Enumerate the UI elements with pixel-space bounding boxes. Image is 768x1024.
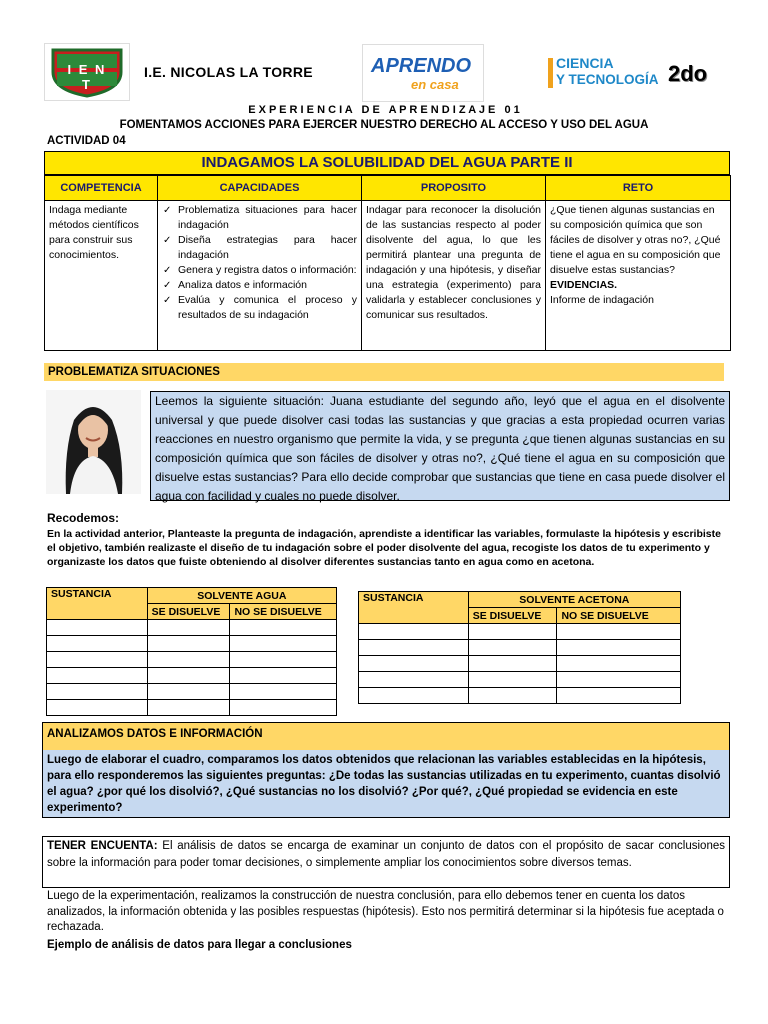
- agua-cell[interactable]: [147, 620, 230, 636]
- recordemos-heading: Recodemos:: [47, 511, 120, 525]
- table-row: [47, 700, 337, 716]
- experiencia-title: E X P E R I E N C I A D E A P R E N D I Z A J E 0 1: [248, 104, 520, 116]
- agua-cell[interactable]: [147, 684, 230, 700]
- header-capacidades: CAPACIDADES: [158, 176, 362, 201]
- ciencia-logo-line2: Y TECNOLOGÍA: [556, 72, 659, 87]
- acetona-cell[interactable]: [557, 688, 681, 704]
- capacidad-item: ✓ Genera y registra datos o información:: [176, 263, 357, 278]
- acetona-cell[interactable]: [468, 656, 557, 672]
- agua-cell[interactable]: [47, 668, 148, 684]
- conclusion-text: Luego de la experimentación, realizamos la construcción de nuestra conclusión, para ello debemos tener en cuenta los datos analizados, la información obtenida y las posibles respuestas (hipótesis). Esto nos permitirá determinar si la hipótesis fue aceptada o rechazada.: [47, 890, 724, 933]
- tener-encuenta-label: TENER ENCUENTA:: [47, 840, 158, 852]
- problematiza-heading: PROBLEMATIZA SITUACIONES: [44, 363, 724, 381]
- acetona-cell[interactable]: [557, 656, 681, 672]
- agua-cell[interactable]: [47, 636, 148, 652]
- agua-col-no-se-disuelve: NO SE DISUELVE: [230, 604, 337, 620]
- capacidad-item: ✓ Analiza datos e información: [176, 278, 357, 293]
- analizamos-text: Luego de elaborar el cuadro, comparamos los datos obtenidos que relacionan las variables establecidas en la hipótesis, para ello responderemos las siguientes preguntas: ¿De todas las sustancias utilizadas en tu experimento, cuantas disolvió el agua? ¿por qué los disolvió?, ¿Qué sustancias no los disolvió? ¿Por qué?, ¿Qué propiedad se evidencia en este experimento?: [42, 750, 730, 818]
- header-reto: RETO: [546, 176, 731, 201]
- capacidad-item: ✓ Problematiza situaciones para hacer indagación: [176, 203, 357, 233]
- agua-cell[interactable]: [230, 636, 337, 652]
- acetona-cell[interactable]: [359, 624, 469, 640]
- agua-cell[interactable]: [147, 700, 230, 716]
- acetona-cell[interactable]: [359, 688, 469, 704]
- acetona-cell[interactable]: [557, 640, 681, 656]
- school-name: I.E. NICOLAS LA TORRE: [144, 64, 313, 80]
- agua-cell[interactable]: [147, 652, 230, 668]
- ciencia-logo-line1: CIENCIA: [556, 55, 614, 71]
- table-row: [359, 688, 681, 704]
- competencia-cell: Indaga mediante métodos científicos para construir sus conocimientos.: [45, 201, 158, 351]
- reto-cell: [546, 201, 731, 351]
- acetona-cell[interactable]: [468, 688, 557, 704]
- acetona-col-sustancia: SUSTANCIA: [359, 592, 469, 624]
- header-competencia: COMPETENCIA: [45, 176, 158, 201]
- competency-table: [44, 175, 731, 351]
- student-photo: [46, 390, 141, 494]
- recordemos-text: En la actividad anterior, Planteaste la pregunta de indagación, aprendiste a identificar las variables, formulaste la hipótesis y escribiste el objetivo, también realizaste el diseño de tu indagación sobre el poder disolvente del agua, recogiste los datos de tu experimento y organizaste los datos que fuiste obteniendo al disolver diferentes sustancias tanto en agua como en acetona.: [47, 528, 721, 568]
- acetona-cell[interactable]: [468, 672, 557, 688]
- table-row: [47, 668, 337, 684]
- acetona-cell[interactable]: [359, 656, 469, 672]
- table-row: [47, 684, 337, 700]
- table-row: [359, 656, 681, 672]
- agua-col-sustancia: SUSTANCIA: [47, 588, 148, 620]
- evidencias-text: Informe de indagación: [550, 294, 654, 306]
- aprendo-logo-sub: en casa: [411, 77, 459, 92]
- ciencia-tecnologia-logo: [548, 56, 668, 92]
- analizamos-heading: ANALIZAMOS DATOS E INFORMACIÓN: [42, 722, 730, 750]
- table-row: [359, 640, 681, 656]
- table-row: [359, 624, 681, 640]
- acetona-cell[interactable]: [557, 672, 681, 688]
- acetona-col-no-se-disuelve: NO SE DISUELVE: [557, 608, 681, 624]
- agua-cell[interactable]: [230, 684, 337, 700]
- agua-col-solvente: SOLVENTE AGUA: [147, 588, 336, 604]
- agua-cell[interactable]: [47, 620, 148, 636]
- evidencias-label: EVIDENCIAS.: [550, 279, 618, 291]
- acetona-cell[interactable]: [359, 672, 469, 688]
- actividad-label: ACTIVIDAD 04: [47, 135, 126, 147]
- aprendo-logo-main: APRENDO: [371, 55, 472, 77]
- capacidad-item: ✓ Evalúa y comunica el proceso y resultados de su indagación: [176, 293, 357, 323]
- problematiza-text: Leemos la siguiente situación: Juana estudiante del segundo año, leyó que el agua en el disolvente universal y que puede disolver casi todas las sustancias y que gracias a esta propiedad ocurren varias reacciones en nuestro organismo que permite la vida, y se pregunta ¿que tienen algunas sustancias en su composición química que son fáciles de disolver y otras no?, ¿Qué tiene el agua en su composición que disuelve estas sustancias? Para ello decide comprobar que sustancias que tiene en casa puede disolver el agua con facilidad y cuales no puede disolver.: [150, 391, 730, 501]
- agua-col-se-disuelve: SE DISUELVE: [147, 604, 230, 620]
- table-row: [47, 652, 337, 668]
- agua-cell[interactable]: [230, 620, 337, 636]
- table-row: [47, 636, 337, 652]
- acetona-cell[interactable]: [359, 640, 469, 656]
- student-girl-icon: [46, 390, 141, 494]
- proposito-cell: Indagar para reconocer la disolución de las sustancias respecto al poder disolvente del agua, lo que les permitirá plantear una pregunta de indagación y una hipótesis, y diseñar una estrategia (experimento) para validarla y establecer conclusiones y comunicar sus resultados.: [362, 201, 546, 351]
- acetona-cell[interactable]: [468, 640, 557, 656]
- table-solvente-acetona: [358, 591, 681, 704]
- acetona-cell[interactable]: [557, 624, 681, 640]
- reto-text: ¿Que tienen algunas sustancias en su composición química que son fáciles de disolver y otras no?, ¿Qué tiene el agua en su composición que disuelve estas sustancias?: [550, 204, 721, 276]
- grade-label: 2do: [668, 61, 708, 86]
- tener-encuenta-box: [42, 836, 730, 888]
- school-logo-text: I E N T: [67, 62, 107, 92]
- aprendo-en-casa-logo: [362, 44, 484, 102]
- capacidades-cell: [158, 201, 362, 351]
- agua-cell[interactable]: [147, 668, 230, 684]
- table-row: [47, 620, 337, 636]
- agua-cell[interactable]: [47, 700, 148, 716]
- agua-cell[interactable]: [230, 668, 337, 684]
- capacidad-item: ✓ Diseña estrategias para hacer indagación: [176, 233, 357, 263]
- agua-cell[interactable]: [230, 652, 337, 668]
- agua-cell[interactable]: [230, 700, 337, 716]
- table-solvente-agua: [46, 587, 337, 716]
- ejemplo-heading: Ejemplo de análisis de datos para llegar a conclusiones: [47, 939, 352, 951]
- tener-encuenta-text: El análisis de datos se encarga de examinar un conjunto de datos con el propósito de sacar conclusiones sobre la información para poder tomar decisiones, o simplemente ampliar los conocimientos sobre diversos temas.: [47, 840, 725, 869]
- agua-cell[interactable]: [147, 636, 230, 652]
- agua-cell[interactable]: [47, 652, 148, 668]
- acetona-col-se-disuelve: SE DISUELVE: [468, 608, 557, 624]
- agua-cell[interactable]: [47, 684, 148, 700]
- acetona-cell[interactable]: [468, 624, 557, 640]
- page-subtitle: FOMENTAMOS ACCIONES PARA EJERCER NUESTRO DERECHO AL ACCESO Y USO DEL AGUA: [119, 119, 649, 131]
- acetona-col-solvente: SOLVENTE ACETONA: [468, 592, 680, 608]
- activity-banner: INDAGAMOS LA SOLUBILIDAD DEL AGUA PARTE II: [44, 151, 730, 175]
- table-row: [359, 672, 681, 688]
- school-logo: [44, 43, 130, 101]
- capacidades-list: [162, 203, 357, 323]
- header-proposito: PROPOSITO: [362, 176, 546, 201]
